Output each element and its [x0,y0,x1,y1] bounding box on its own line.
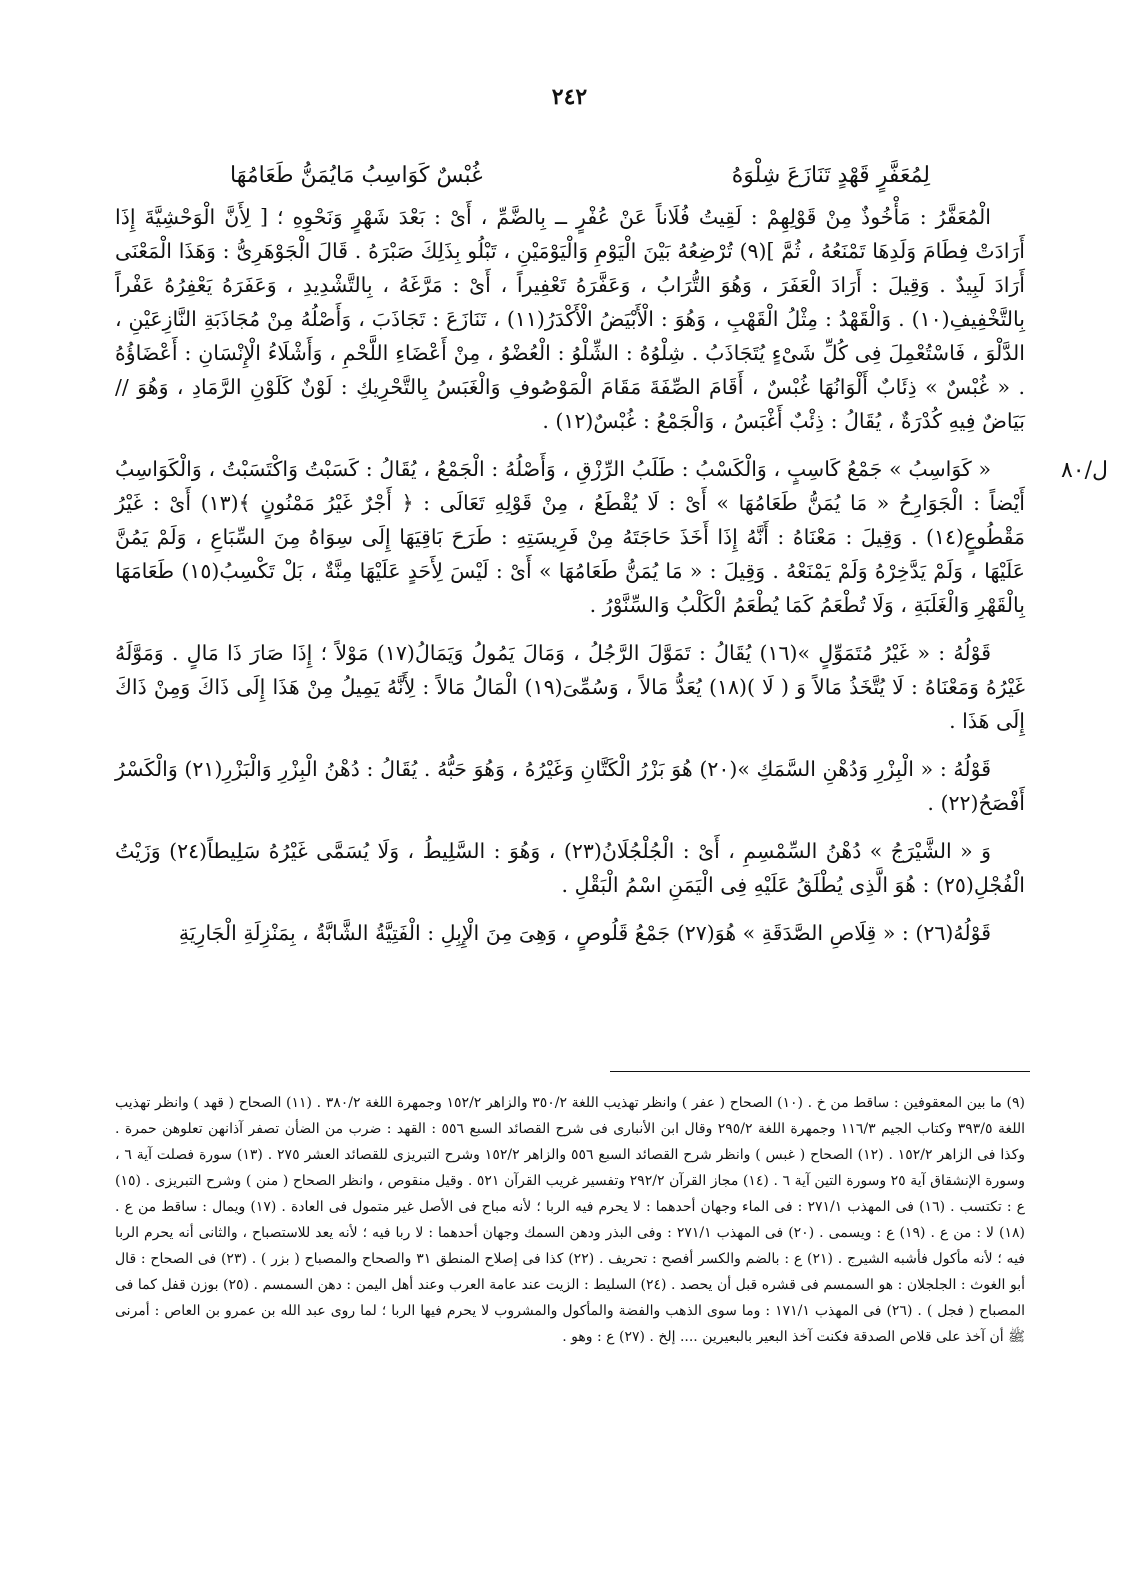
verse-right-hemistich: لِمُعَفَّرٍ قَهْدٍ تَنَازَعَ شِلْوَهُ [731,163,930,188]
paragraph-qilas: قَوْلُهُ(٢٦) : « قِلَاصِ الصَّدَقَةِ » هُوَ(٢٧) جَمْعُ قَلُوصٍ ، وَهِىَ مِنَ الْإِبِلِ : الْفَتِيَّةُ الشَّابَّةُ ، بِمَنْزِلَةِ الْجَارِيَةِ [178,921,991,945]
footnote-divider [610,1071,1030,1072]
page-number: ٢٤٢ [551,84,588,110]
paragraph-bizr: قَوْلُهُ : « الْبِزْرِ وَدُهْنِ السَّمَكِ »(٢٠) هُوَ بَزْرُ الْكَتَّانِ وَغَيْرُهُ ، وَهُوَ حَبُّهُ . يُقَالُ : دُهْنُ الْبِزْرِ وَالْبَزْرِ(٢١) وَالْكَسْرُ أَفْصَحُ(٢٢) . [115,757,1025,815]
paragraph-muaffar: الْمُعَفَّرُ : مَأْخُوذٌ مِنْ قَوْلِهِمْ : لَقِيتُ فُلَاناً عَنْ عُفْرٍ ــ بِالضَّمِّ ، أَىْ : بَعْدَ شَهْرٍ وَنَحْوِهِ ؛ [ لِأَنَّ الْوَحْشِيَّةَ إِذَا أَرَادَتْ فِطَامَ وَلَدِهَا تَمْنَعُهُ ، ثُمَّ ](٩) تُرْضِعُهُ بَيْنَ الْيَوْمِ وَالْيَوْمَيْنِ ، تَبْلُو بِذَلِكَ صَبْرَهُ . قَالَ الْجَوْهَرِىُّ : وَهَذَا الْمَعْنَى أَرَادَ لَبِيدٌ . وَقِيلَ : أَرَادَ الْعَفَرَ ، وَهُوَ التُّرَابُ ، وَعَفَّرَهُ تَعْفِيراً ، أَىْ : مَرَّغَهُ ، بِالتَّشْدِيدِ ، وَعَفَرَهُ يَعْفِرُهُ عَفْراً بِالتَّخْفِيفِ(١٠) . وَالْقَهْدُ : مِثْلُ الْقَهْبِ ، وَهُوَ : الْأَبْيَضُ الْأَكْدَرُ(١١) ، تَنَازَعَ : تَجَاذَبَ ، وَأَصْلُهُ مِنْ مُجَاذَبَةِ النَّازِعَيْنِ ، الدَّلْوَ ، فَاسْتُعْمِلَ فِى كُلِّ شَىْءٍ يُتَجَاذَبُ . شِلْوُهُ : الشِّلْوُ : الْعُضْوُ ، مِنْ أَعْضَاءِ اللَّحْمِ ، وَأَشْلَاءُ الْإِنْسَانِ : أَعْضَاؤُهُ . « غُبْسٌ » ذِئَابٌ أَلْوَانُهَا غُبْسٌ ، أَقَامَ الصِّفَةَ مَقَامَ الْمَوْصُوفِ وَالْغَبَسُ بِالتَّحْرِيكِ : لَوْنٌ كَلَوْنِ الرَّمَادِ ، وَهُوَ // بَيَاضٌ فِيهِ كُدْرَةٌ ، يُقَالُ : ذِئْبٌ أَغْبَسُ ، وَالْجَمْعُ : غُبْسٌ(١٢) . [115,205,1026,433]
margin-folio-marker: ل/٨٠ [1060,458,1108,483]
paragraph-mutamawwil: قَوْلُهُ : « غَيْرُ مُتَمَوِّلٍ »(١٦) يُقَالُ : تَمَوَّلَ الرَّجُلُ ، وَمَالَ يَمُولُ وَيَمَالُ(١٧) مَوْلاً ؛ إِذَا صَارَ ذَا مَالٍ . وَمَوَّلَهُ غَيْرُهُ وَمَعْنَاهُ : لَا يُتَّخَذُ مَالاً وَ ( لَا )(١٨) يُعَدُّ مَالاً ، وَسُمِّىَ(١٩) الْمَالُ مَالاً : لِأَنَّهُ يَمِيلُ مِنْ هَذَا إِلَى ذَاكَ وَمِنْ ذَاكَ إِلَى هَذَا . [115,641,1025,733]
paragraph-kawasib: « كَوَاسِبُ » جَمْعُ كَاسِبٍ ، وَالْكَسْبُ : طَلَبُ الرِّزْقِ ، وَأَصْلُهُ : الْجَمْعُ ، يُقَالُ : كَسَبْتُ وَاكْتَسَبْتُ ، وَالْكَوَاسِبُ أَيْضاً : الْجَوَارِحُ « مَا يُمَنُّ طَعَامُهَا » أَىْ : لَا يُقْطَعُ ، مِنْ قَوْلِهِ تَعَالَى : ﴿ أَجْرٌ غَيْرُ مَمْنُونٍ ﴾(١٣) أَىْ : غَيْرُ مَقْطُوعٍ(١٤) . وَقِيلَ : مَعْنَاهُ : أَنَّهُ إِذَا أَخَذَ حَاجَتَهُ مِنْ فَرِيسَتِهِ : طَرَحَ بَاقِيَهَا إِلَى سِوَاهُ مِنَ السِّبَاعِ ، وَلَمْ يَمُنَّ عَلَيْهَا ، وَلَمْ يَدَّخِرْهُ وَلَمْ يَمْنَعْهُ . وَقِيلَ : « مَا يُمَنُّ طَعَامُهَا » أَىْ : لَيْسَ لِأَحَدٍ عَلَيْهَا مِنَّةٌ ، بَلْ تَكْسِبُ(١٥) طَعَامَهَا بِالْقَهْرِ وَالْغَلَبَةِ ، وَلَا تُطْعَمُ كَمَا يُطْعَمُ الْكَلْبُ وَالسِّنَّوْرُ . [115,457,1025,617]
footnotes [115,1090,1025,1350]
poetry-verse [230,160,930,192]
footnotes-text: (٩) ما بين المعقوفين : ساقط من خ . (١٠) الصحاح ( عفر ) وانظر تهذيب اللغة ٣٥٠/٢ والزاهر ١٥٢/٢ وجمهرة اللغة ٣٨٠/٢ . (١١) الصحاح ( قهد ) وانظر تهذيب اللغة ٣٩٣/٥ وكتاب الجيم ١١٦/٣ وجمهرة اللغة ٢٩٥/٢ وقال ابن الأنبارى فى شرح القصائد السبع ٥٥٦ : القهد : ضرب من الضأن تصفر آذانهن تعلوهن حمرة . وكذا فى الزاهر ١٥٢/٢ . (١٢) الصحاح ( غبس ) وانظر شرح القصائد السبع ٥٥٦ والزاهر ١٥٢/٢ وشرح التبريزى للقصائد العشر ٢٧٥ . (١٣) سورة فصلت آية ٦ ، وسورة الإنشقاق آية ٢٥ وسورة التين آية ٦ . (١٤) مجاز القرآن ٢٩٢/٢ وتفسير غريب القرآن ٥٢١ . وقيل منقوص ، وانظر الصحاح ( منن ) وشرح التبريزى . (١٥) ع : تكتسب . (١٦) فى المهذب ٢٧١/١ : فى الماء وجهان أحدهما : لا يحرم فيه الربا ؛ لأنه مباح فى الأصل غير متمول فى العادة . (١٧) ويمال : ساقط من ع . (١٨) لا : من ع . (١٩) ع : ويسمى . (٢٠) فى المهذب ٢٧١/١ : وفى البذر ودهن السمك وجهان أحدهما : لا ربا فيه ؛ لأنه يعد للاستصباح ، والثانى أنه يحرم الربا فيه ؛ لأنه مأكول فأشبه الشيرج . (٢١) ع : بالضم والكسر أفصح : تحريف . (٢٢) كذا فى إصلاح المنطق ٣١ والصحاح والمصباح ( بزر ) . (٢٣) فى الصحاح : قال أبو الغوث : الجلجلان : هو السمسم فى قشره قبل أن يحصد . (٢٤) السليط : الزيت عند عامة العرب وعند أهل اليمن : دهن السمسم . (٢٥) بوزن قفل كما فى المصباح ( فجل ) . (٢٦) فى المهذب ١٧١/١ : وما سوى الذهب والفضة والمأكول والمشروب لا يحرم فيها الربا ؛ لما روى عبد الله بن عمرو بن العاص : أمرنى ﷺ أن آخذ على قلاص الصدقة فكنت آخذ البعير بالبعيرين .... إلخ . (٢٧) ع : وهو . [115,1095,1026,1345]
verse-left-hemistich: غُبْسٌ كَوَاسِبُ مَايُمَنُّ طَعَامُهَا [230,163,483,188]
paragraph-shayraj: وَ « الشَّيْرَجُ » دُهْنُ السِّمْسِمِ ، أَىْ : الْجُلْجُلَانُ(٢٣) ، وَهُوَ : السَّلِيطُ ، وَلَا يُسَمَّى غَيْرُهُ سَلِيطاً(٢٤) وَزَيْتُ الْفُجْلِ(٢٥) : هُوَ الَّذِى يُطْلَقُ عَلَيْهِ فِى الْيَمَنِ اسْمُ الْبَقْلِ . [115,839,1025,897]
commentary-body [115,200,1025,964]
